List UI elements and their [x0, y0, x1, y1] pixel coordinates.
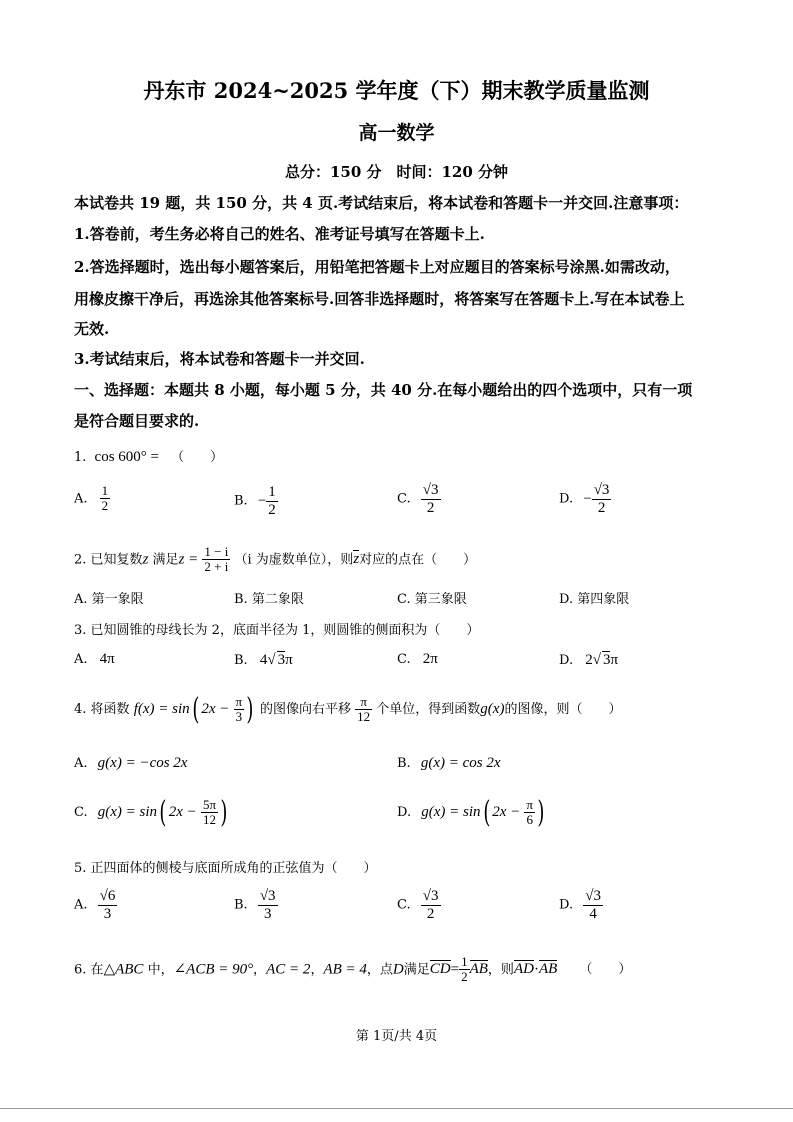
question-5: 5. 正四面体的侧棱与底面所成角的正弦值为（ ）: [74, 861, 377, 876]
q5-option-d[interactable]: [559, 888, 603, 922]
notice-intro: 本试卷共 19 题，共 150 分，共 4 页.考试结束后，将本试卷和答题卡一并交回.注意事项：: [74, 194, 689, 212]
q6-stem-text: 中，: [147, 962, 174, 978]
fraction-numerator: 1 − i: [204, 544, 229, 559]
notice-item-1: 1.答卷前，考生务必将自己的姓名、准考证号填写在答题卡上.: [74, 225, 485, 243]
q1-option-d[interactable]: [559, 482, 611, 516]
q3-option-d[interactable]: [559, 651, 618, 669]
fraction-denominator: 3: [235, 709, 243, 724]
fraction-numerator: π: [526, 796, 533, 812]
q2-option-b[interactable]: B. 第二象限: [234, 592, 304, 607]
fraction-numerator: π: [235, 693, 243, 709]
q5-option-b[interactable]: [234, 888, 278, 922]
radicand: 3: [602, 652, 611, 668]
fraction-numerator: √6: [99, 888, 116, 904]
inner-expression: 2x −: [168, 804, 197, 820]
angle-acb: ∠ACB = 90°: [173, 961, 254, 978]
vector-ad: AD: [513, 961, 534, 978]
fraction-denominator: 2: [268, 501, 276, 518]
q6-stem-text: ，则: [487, 962, 514, 978]
question-6: [74, 955, 631, 985]
notice-item-2-line-1: 2.答选择题时，选出每小题答案后，用铅笔把答题卡上对应题目的答案标号涂黑.如需改动，: [74, 258, 680, 276]
fraction-denominator: 2 + i: [204, 559, 229, 575]
point-d: D: [392, 961, 404, 978]
fraction-numerator: √3: [422, 482, 439, 498]
dot-product: ·: [533, 961, 539, 978]
option-value: 2√ 3π: [585, 652, 619, 668]
q3-option-c[interactable]: [397, 651, 438, 668]
q4-option-b[interactable]: [397, 755, 501, 772]
inner-expression: 2x −: [492, 804, 521, 820]
score-time: 总分：150 分 时间：120 分钟: [284, 163, 509, 181]
fraction-denominator: 2: [426, 905, 435, 922]
question-number: 6.: [74, 962, 87, 978]
question-number: 1.: [74, 450, 87, 465]
option-value: g(x) = cos 2x: [420, 755, 501, 771]
q1-option-c[interactable]: [397, 482, 441, 516]
minus-sign: −: [257, 492, 267, 509]
inner-expression: 2x −: [201, 701, 230, 717]
fraction-denominator: 2: [461, 969, 468, 985]
q2-option-d[interactable]: D. 第四象限: [559, 592, 630, 607]
option-value: 4π: [99, 651, 115, 667]
equals-sign: =: [450, 961, 460, 978]
q2-stem-text: 满足: [152, 552, 179, 568]
q1-option-a[interactable]: [74, 484, 110, 514]
fraction-numerator: 1: [101, 483, 109, 498]
fraction-denominator: 4: [589, 905, 597, 922]
question-number: 2.: [74, 552, 87, 568]
q5-option-a[interactable]: [74, 888, 117, 922]
fraction-numerator: 1: [268, 484, 276, 500]
q6-stem-text: 满足: [403, 962, 430, 978]
fraction-numerator: √3: [593, 482, 610, 498]
side-ab: AB = 4: [323, 961, 367, 978]
pi-symbol: π: [610, 652, 619, 668]
option-value: 2π: [422, 651, 438, 667]
fraction-denominator: 6: [526, 812, 533, 827]
fraction-numerator: √3: [259, 888, 276, 904]
option-label: A.: [74, 652, 88, 667]
option-label: C.: [397, 652, 411, 667]
q1-option-b[interactable]: [234, 484, 278, 518]
coefficient: 2: [585, 652, 593, 668]
fraction-denominator: 12: [357, 709, 371, 724]
fraction-numerator: 1: [461, 954, 468, 969]
q4-stem-text: 的图像，则（ ）: [504, 702, 622, 717]
q2-option-c[interactable]: C. 第三象限: [397, 592, 467, 607]
fraction-denominator: 3: [103, 905, 112, 922]
q6-stem-text: 在: [90, 962, 104, 978]
q4-stem-text: 个单位，得到函数: [376, 702, 481, 717]
option-label: A.: [74, 491, 88, 507]
option-label: C.: [397, 491, 411, 507]
question-3: 3. 已知圆锥的母线长为 2，底面半径为 1，则圆锥的侧面积为（ ）: [74, 623, 480, 638]
option-value: g(x) = sin: [97, 804, 158, 820]
vector-ab: AB: [469, 961, 488, 978]
q3-option-b[interactable]: [234, 651, 293, 669]
triangle-abc: △ABC: [103, 961, 144, 978]
fraction-numerator: π: [355, 695, 372, 710]
option-value: g(x) = −cos 2x: [97, 755, 188, 771]
question-4: 4. 将函数 f(x) = sin( 2x − $\frac{\pi}{3}$ ) 的图像向右平移 $\frac{\pi}{12}$ 个单位，得到函数g(x)的图像，则（ ）: [74, 692, 622, 727]
option-label: D.: [559, 653, 574, 668]
fraction-denominator: 12: [202, 812, 216, 827]
option-label: B.: [397, 756, 411, 771]
q2-stem-text: （i 为虚数单位），则: [234, 552, 354, 568]
q4-option-c[interactable]: C. g(x) = sin( 2x − $\frac{5\pi}{12}$ ): [74, 795, 228, 830]
option-label: B.: [234, 897, 248, 913]
q2-equation: z =: [178, 551, 199, 568]
fraction-denominator: 2: [597, 499, 606, 516]
radicand: 3: [277, 652, 286, 668]
pi-symbol: π: [285, 652, 293, 668]
fraction-numerator: 5π: [202, 796, 217, 812]
fraction-denominator: 2: [426, 499, 435, 516]
answer-blank: （ ）: [171, 450, 224, 465]
question-1: [74, 446, 223, 466]
page-divider: [0, 1108, 793, 1109]
fraction-numerator: √3: [585, 888, 601, 904]
q3-option-a[interactable]: [74, 651, 115, 668]
comma: ，: [253, 962, 267, 978]
side-ac: AC = 2: [266, 961, 311, 978]
q4-option-a[interactable]: [74, 755, 187, 772]
option-label: A.: [74, 756, 88, 771]
vector-ab: AB: [538, 961, 558, 978]
page-number: 第 1页/共 4页: [355, 1029, 438, 1044]
notice-item-3: 3.考试结束后，将本试卷和答题卡一并交回.: [74, 350, 365, 368]
notice-item-2-line-3: 无效.: [74, 320, 110, 338]
q1-stem: cos 600° =: [94, 449, 159, 465]
minus-sign: −: [583, 490, 592, 507]
variable-z: z: [142, 551, 149, 568]
section-heading-line-2: 是符合题目要求的.: [74, 412, 200, 430]
option-label: B.: [234, 653, 248, 668]
option-label: D.: [559, 491, 574, 507]
q4-stem-text: 将函数: [90, 702, 130, 717]
q6-stem-text: ，点: [366, 962, 393, 978]
option-label: A.: [74, 897, 88, 913]
q2-stem-text: 对应的点在（ ）: [359, 552, 477, 568]
conjugate-z: z: [353, 551, 360, 568]
coefficient: 4: [259, 652, 268, 668]
fraction-numerator: √3: [422, 888, 439, 904]
option-label: D.: [397, 805, 412, 820]
option-label: D.: [559, 897, 574, 913]
option-value: g(x) = sin: [421, 804, 481, 820]
option-label: B.: [234, 493, 248, 509]
comma: ，: [310, 962, 324, 978]
fraction-denominator: 2: [101, 498, 109, 514]
question-2: [74, 545, 476, 575]
option-label: C.: [74, 805, 88, 820]
question-number: 4.: [74, 702, 87, 717]
function-f: f(x) = sin: [133, 701, 190, 717]
exam-subject: 高一数学: [358, 122, 435, 144]
option-label: C.: [397, 897, 411, 913]
q5-option-c[interactable]: [397, 888, 441, 922]
function-g: g(x): [480, 701, 505, 717]
vector-cd: CD: [429, 961, 451, 978]
answer-blank: （ ）: [579, 962, 632, 978]
q2-option-a[interactable]: A. 第一象限: [74, 592, 144, 607]
section-heading-line-1: 一、选择题：本题共 8 小题，每小题 5 分，共 40 分.在每小题给出的四个选项中，只有一项: [74, 381, 693, 399]
option-value: 4√ 3π: [259, 652, 293, 668]
q2-stem-text: 已知复数: [90, 552, 143, 568]
fraction-denominator: 3: [263, 905, 272, 922]
exam-title: 丹东市 2024~2025 学年度（下）期末教学质量监测: [143, 78, 650, 103]
q4-option-d[interactable]: D. g(x) = sin( 2x − $\frac{\pi}{6}$ ): [397, 795, 545, 830]
q4-stem-text: 的图像向右平移: [259, 702, 351, 717]
notice-item-2-line-2: 用橡皮擦干净后，再选涂其他答案标号.回答非选择题时，将答案写在答题卡上.写在本试卷上: [74, 290, 685, 308]
